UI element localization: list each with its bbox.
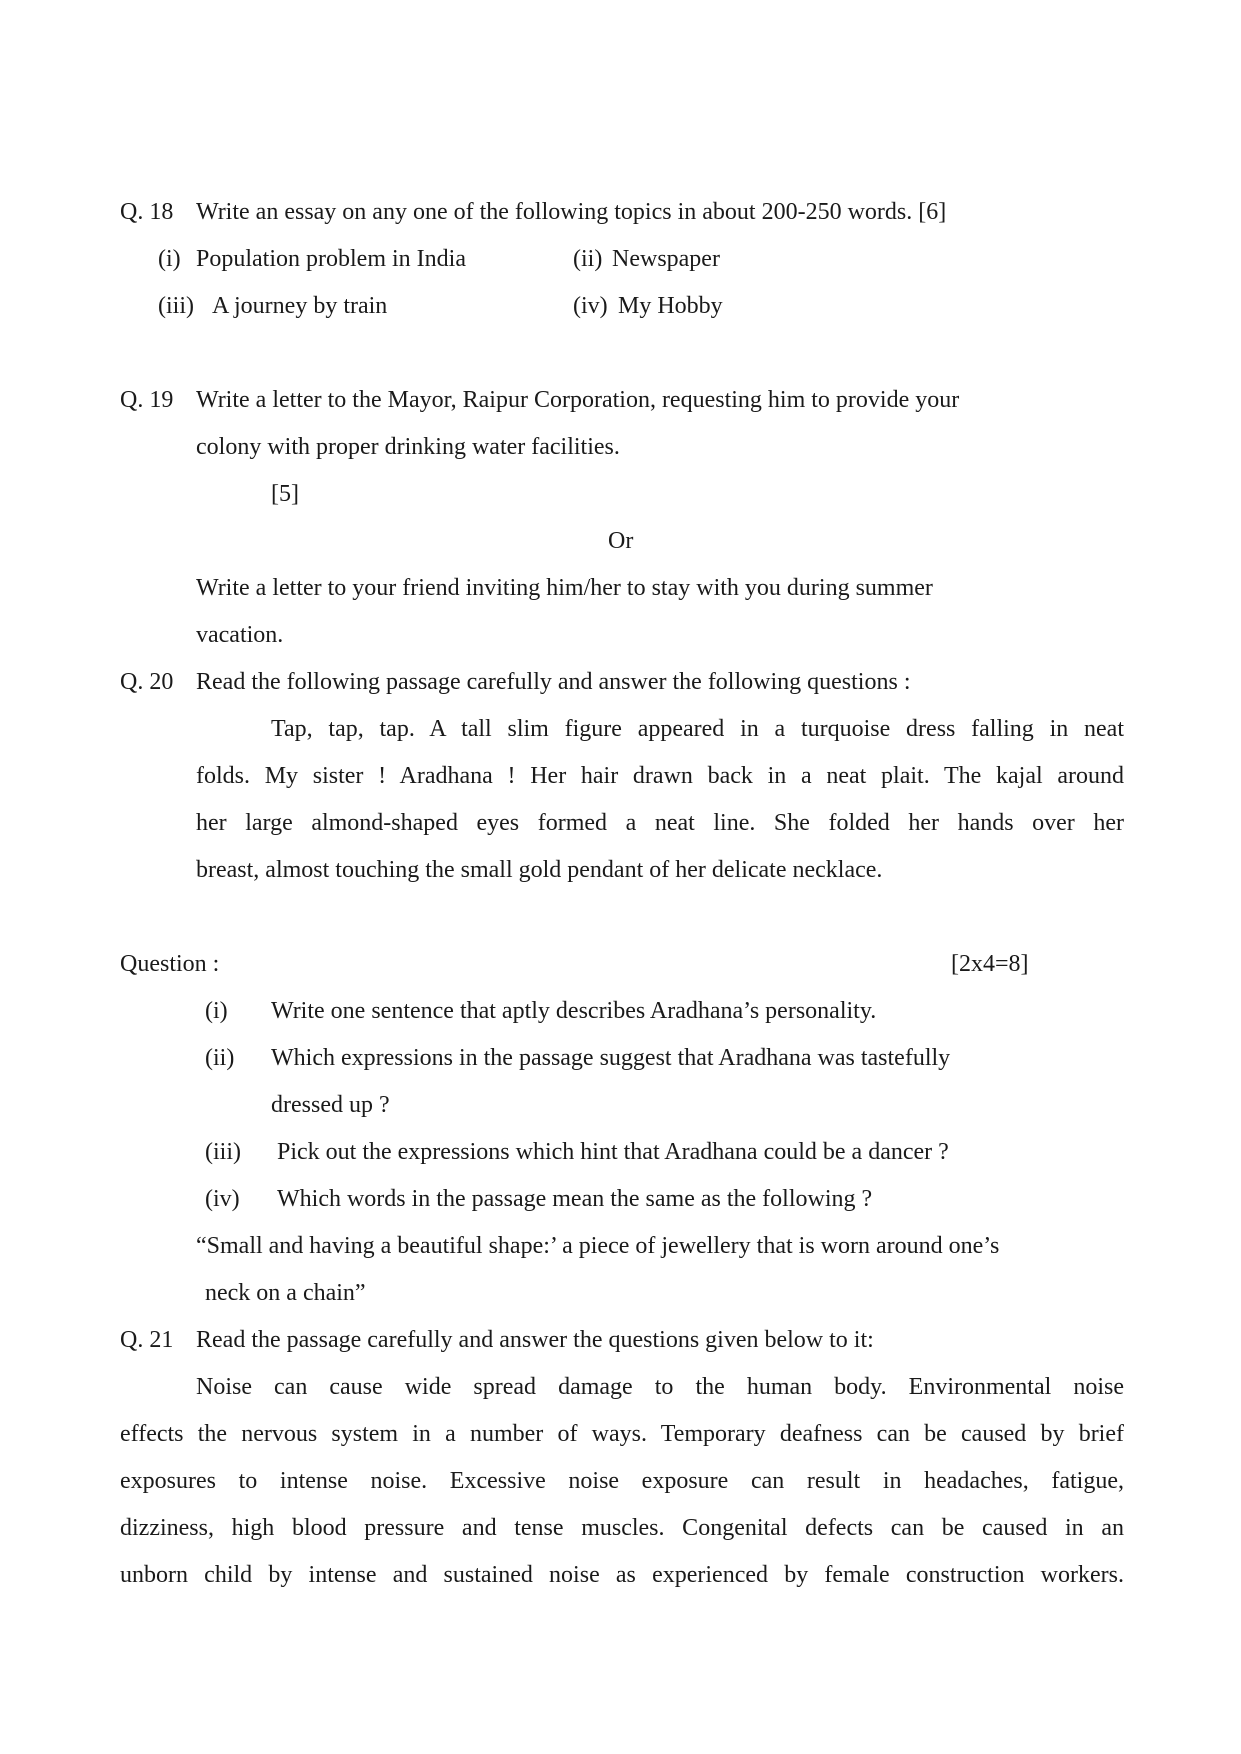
q18-topic-2: Newspaper: [612, 246, 720, 272]
q20-subq-3-number: (iii): [205, 1139, 241, 1165]
q21-passage-line-2: effects the nervous system in a number of ways. Temporary deafness can be caused by brief: [120, 1421, 1124, 1447]
q18-topic-1: Population problem in India: [196, 246, 466, 272]
q18-topic-3-number: (iii): [158, 293, 194, 319]
q20-marks: [2x4=8]: [951, 951, 1029, 977]
q18-topic-1-number: (i): [158, 246, 181, 272]
q19-alt-line-2: vacation.: [196, 622, 284, 648]
q21-passage-line-3: exposures to intense noise. Excessive noise exposure can result in headaches, fatigue,: [120, 1468, 1124, 1494]
q20-subq-4: Which words in the passage mean the same as the following ?: [277, 1186, 873, 1212]
q19-or: Or: [608, 528, 634, 554]
q19-prompt-line-1: Write a letter to the Mayor, Raipur Corporation, requesting him to provide your: [196, 387, 960, 413]
q20-subq-1: Write one sentence that aptly describes Aradhana’s personality.: [271, 998, 877, 1024]
q20-subq-4-number: (iv): [205, 1186, 240, 1212]
q21-passage-line-1: Noise can cause wide spread damage to the human body. Environmental noise: [196, 1374, 1124, 1400]
q18-topic-4-number: (iv): [573, 293, 608, 319]
q20-subq-1-number: (i): [205, 998, 228, 1024]
q20-subq-2-line-1: Which expressions in the passage suggest that Aradhana was tastefully: [271, 1045, 951, 1071]
q18-prompt: Write an essay on any one of the following topics in about 200-250 words. [6]: [196, 199, 947, 225]
q20-quote-line-1: “Small and having a beautiful shape:’ a piece of jewellery that is worn around one’s: [196, 1233, 1000, 1259]
q20-quote-line-2: neck on a chain”: [205, 1280, 366, 1306]
q21-passage-line-5: unborn child by intense and sustained noise as experienced by female construction workers.: [120, 1562, 1124, 1588]
q18-topic-2-number: (ii): [573, 246, 603, 272]
q20-subq-3: Pick out the expressions which hint that Aradhana could be a dancer ?: [277, 1139, 949, 1165]
q18-topic-3: A journey by train: [212, 293, 388, 319]
q21-prompt: Read the passage carefully and answer the questions given below to it:: [196, 1327, 874, 1353]
q19-prompt-line-2: colony with proper drinking water facilities.: [196, 434, 620, 460]
q21-passage-line-4: dizziness, high blood pressure and tense muscles. Congenital defects can be caused in an: [120, 1515, 1124, 1541]
q20-question-label: Question :: [120, 951, 220, 977]
q21-number: Q. 21: [120, 1327, 174, 1353]
q20-passage-line-3: her large almond-shaped eyes formed a neat line. She folded her hands over her: [196, 810, 1124, 836]
q18-topic-4: My Hobby: [618, 293, 723, 319]
q19-marks: [5]: [271, 481, 299, 507]
q20-number: Q. 20: [120, 669, 174, 695]
q18-number: Q. 18: [120, 199, 174, 225]
q20-passage-line-2: folds. My sister ! Aradhana ! Her hair drawn back in a neat plait. The kajal around: [196, 763, 1124, 789]
q20-passage-line-1: Tap, tap, tap. A tall slim figure appeared in a turquoise dress falling in neat: [271, 716, 1124, 742]
q20-prompt: Read the following passage carefully and answer the following questions :: [196, 669, 911, 695]
q19-alt-line-1: Write a letter to your friend inviting him/her to stay with you during summer: [196, 575, 933, 601]
q19-number: Q. 19: [120, 387, 174, 413]
q20-subq-2-line-2: dressed up ?: [271, 1092, 390, 1118]
q20-passage-line-4: breast, almost touching the small gold pendant of her delicate necklace.: [196, 857, 883, 883]
q20-subq-2-number: (ii): [205, 1045, 235, 1071]
